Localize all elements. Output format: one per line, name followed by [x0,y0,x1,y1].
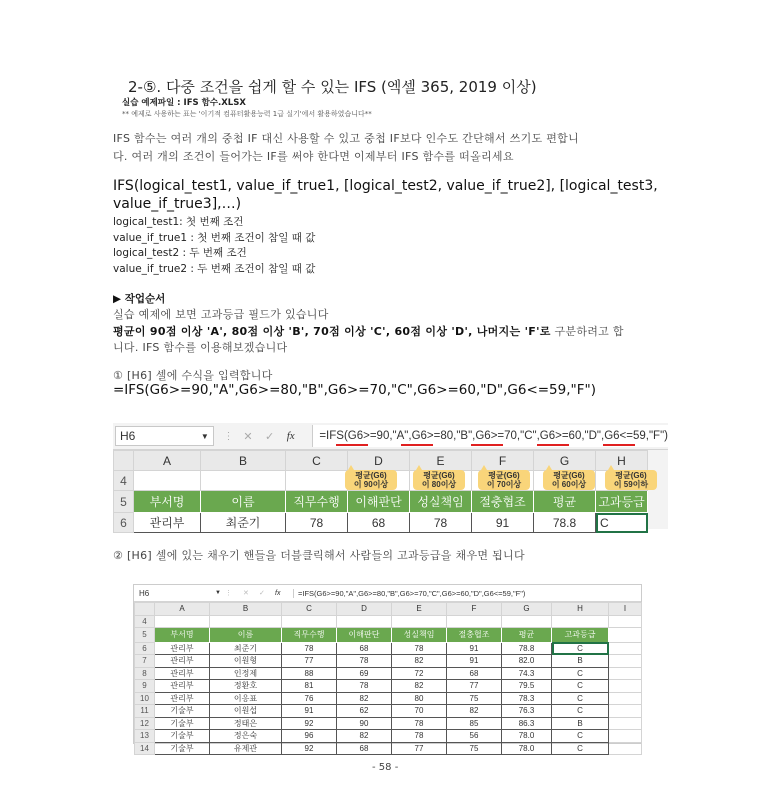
table-cell[interactable]: 최준기 [201,513,286,533]
name-box[interactable]: H6 [120,429,136,443]
table-cell[interactable]: 91 [447,655,502,668]
table-cell[interactable]: 78.0 [502,742,552,755]
table-cell[interactable]: 56 [447,730,502,743]
callout-label [413,470,465,490]
table-cell[interactable]: 인정제 [210,667,282,680]
table-cell[interactable]: 82.0 [502,655,552,668]
table-cell[interactable]: 78 [410,513,472,533]
column-header-b[interactable]: B [201,451,286,471]
table-cell[interactable]: 68 [337,742,392,755]
table-header-cell[interactable]: 이해판단 [337,628,392,643]
table-row [135,680,642,693]
column-header-c[interactable]: C [286,451,348,471]
param-desc: 두 번째 조건 [186,247,247,259]
step-2-text: ② [H6] 셀에 있는 채우기 핸들을 더블클릭해서 사람들의 고과등급을 채우면 됩니다 [113,549,525,562]
step-1-text: ① [H6] 셀에 수식을 입력합니다 [113,369,273,382]
column-header-d[interactable]: D [348,451,410,471]
steps-line-3: 니다. IFS 함수를 이용해보겠습니다 [113,341,288,354]
row-header[interactable]: 10 [135,692,155,705]
cell[interactable] [609,655,642,668]
param-desc: 첫 번째 조건 [182,216,244,228]
callout-line: 이 59이하 [613,480,649,489]
table-cell[interactable]: C [552,730,609,743]
column-header-g[interactable]: G [502,603,552,616]
table-cell[interactable]: 90 [337,717,392,730]
table-cell[interactable]: 78 [337,655,392,668]
table-cell[interactable]: 77 [282,655,337,668]
table-cell[interactable]: 최준기 [210,642,282,655]
column-header-f[interactable]: F [447,603,502,616]
table-header-cell[interactable]: 평균 [534,491,596,513]
table-cell[interactable]: 78 [392,730,447,743]
table-header-cell[interactable]: 직무수행 [282,628,337,643]
cell[interactable] [201,471,286,491]
example-file-label: 실습 예제파일 : IFS 함수.XLSX [122,98,246,108]
table-header-cell[interactable]: 이해판단 [348,491,410,513]
param-name: value_if_true1 : [113,231,194,244]
table-header-cell[interactable]: 부서명 [134,491,201,513]
row-header[interactable]: 9 [135,680,155,693]
table-header-cell[interactable]: 부서명 [155,628,210,643]
table-header-cell[interactable]: 성실책임 [410,491,472,513]
grade-rule-text: 평균이 90점 이상 'A', 80점 이상 'B', 70점 이상 'C', 60점 이상 'D', 나머지는 'F'로 [113,325,551,338]
table-row [135,692,642,705]
column-header-b[interactable]: B [210,603,282,616]
table-cell[interactable]: C [552,742,609,755]
excel-screenshot-1: H6 ▼ ⋮ ✕ ✓ fx =IFS(G6>=90,"A",G6>=80,"B",G6>=70,"C",G6>=60,"D",G6<=59,"F") A B C D E F G H 4 5 부서명 이름 직무수행 이해판단 성실책임 절충협조 평균 고과등급 6 관리부 최준기 78 68 78 91 78.8 C 평균(G6) 이 90이상 평균(G6) 이 80이상 평균(G6) 이 70이상 평균(G6) 이 60이상 평균(G6) 이 59이하 [113,423,668,529]
cell[interactable] [447,615,502,628]
table-cell[interactable]: 정태은 [210,717,282,730]
select-all-corner[interactable] [114,451,134,471]
table-cell[interactable]: 기술부 [155,705,210,718]
row-header[interactable]: 7 [135,655,155,668]
intro-line-2: 다. 여러 개의 조건이 들어가는 IF를 써야 한다면 이제부터 IFS 함수를 떠올리세요 [113,150,514,163]
table-cell[interactable]: 91 [472,513,534,533]
table-cell[interactable]: 82 [337,730,392,743]
cell[interactable] [337,615,392,628]
row-header-5[interactable]: 5 [135,628,155,643]
table-cell[interactable]: 68 [348,513,410,533]
table-cell[interactable]: 78 [392,717,447,730]
grade-rule-rest: 구분하려고 합 [550,325,624,338]
table-cell[interactable]: 78.3 [502,692,552,705]
table-cell[interactable]: 72 [392,667,447,680]
chevron-down-icon[interactable]: ▼ [200,431,209,441]
param-line [113,230,315,245]
table-cell[interactable]: 관리부 [155,667,210,680]
table-cell[interactable]: 78 [337,680,392,693]
table-cell[interactable]: 91 [282,705,337,718]
column-header-c[interactable]: C [282,603,337,616]
table-header-cell[interactable]: 성실책임 [392,628,447,643]
table-cell[interactable]: 82 [392,680,447,693]
fx-icon[interactable]: fx [275,589,281,597]
table-cell[interactable]: 정은숙 [210,730,282,743]
row-header[interactable]: 11 [135,705,155,718]
column-header-i[interactable]: I [609,603,642,616]
table-cell[interactable]: 69 [337,667,392,680]
cell[interactable] [502,615,552,628]
cell[interactable] [286,471,348,491]
table-header-cell[interactable]: 고과등급 [596,491,648,513]
table-cell[interactable]: C [552,680,609,693]
table-cell[interactable]: 기술부 [155,730,210,743]
section-title: 2-⑤. 다중 조건을 쉽게 할 수 있는 IFS (엑셀 365, 2019 이상) [128,78,537,96]
table-cell[interactable]: 82 [392,655,447,668]
column-header-g[interactable]: G [534,451,596,471]
callout-line: 평균(G6) [355,471,387,480]
param-line [113,245,247,260]
row-header[interactable]: 14 [135,742,155,755]
cell[interactable] [210,615,282,628]
table-cell[interactable]: 62 [337,705,392,718]
table-cell[interactable]: 74.3 [502,667,552,680]
table-cell[interactable]: 78 [282,642,337,655]
table-cell[interactable]: 92 [282,742,337,755]
table-cell[interactable]: C [596,513,648,533]
table-cell[interactable]: 유제관 [210,742,282,755]
column-header-e[interactable]: E [392,603,447,616]
table-header-cell[interactable]: 절충협조 [447,628,502,643]
table-row [135,642,642,655]
ifs-formula: =IFS(G6>=90,"A",G6>=80,"B",G6>=70,"C",G6>=60,"D",G6<=59,"F") [113,382,596,398]
cell[interactable] [609,628,642,643]
chevron-down-icon[interactable]: ▼ [215,590,221,596]
table-cell[interactable]: 86.3 [502,717,552,730]
column-header-h[interactable]: H [552,603,609,616]
callout-line: 이 60이상 [551,480,587,489]
table-row [135,717,642,730]
table-cell[interactable]: 이원섭 [210,705,282,718]
table-cell[interactable]: 78.8 [502,642,552,655]
cancel-icon[interactable]: ✕ [243,590,249,597]
callout-label [543,470,595,490]
callout-label [605,470,657,490]
table-header-cell[interactable]: 이름 [210,628,282,643]
callout-label [345,470,397,490]
column-header-h[interactable]: H [596,451,648,471]
cancel-icon[interactable]: ✕ [243,430,253,443]
table-cell[interactable]: 이응표 [210,692,282,705]
table-cell[interactable]: 75 [447,692,502,705]
table-cell[interactable]: 82 [447,705,502,718]
table-cell[interactable]: 91 [447,642,502,655]
callout-line: 이 80이상 [421,480,457,489]
callout-line: 이 70이상 [486,480,522,489]
table-cell[interactable]: 88 [282,667,337,680]
table-cell[interactable]: C [552,642,609,655]
table-cell[interactable]: 관리부 [155,655,210,668]
excel-screenshot-2: H6 ▼ ⋮ ✕ ✓ fx =IFS(G6>=90,"A",G6>=80,"B",G6>=70,"C",G6>=60,"D",G6<=59,"F") A B C D E F G H I 4 5 부서명 이름 직무수행 이해판단 성실책임 절충협조 평균 고과등급 6 관리부 최준기 78 68 78 91 78.8 C 7 관리부 이원형 77 78 82 91 82.0 B 8 관리부 인정제 88 69 72 68 74.3 C 9 관리부 정환호 81 78 82 77 79.5 C 10 관리부 이응표 76 82 80 75 78.3 C 11 기술부 이원섭 91 62 70 82 76.3 C 12 기술부 정태은 92 90 78 85 86.3 B 13 기술부 정은숙 96 82 78 56 78.0 C 14 기술부 유제관 92 68 77 75 78.0 C [133,584,642,744]
cell[interactable] [609,615,642,628]
cell[interactable] [609,667,642,680]
table-cell[interactable]: 78.8 [534,513,596,533]
cell[interactable] [609,642,642,655]
table-cell[interactable]: 기술부 [155,742,210,755]
source-note: ** 예제로 사용하는 표는 '이기적 컴퓨터활용능력 1급 실기'에서 활용하였습니다** [122,110,372,118]
select-all-corner[interactable] [135,603,155,616]
param-name: logical_test2 : [113,247,187,259]
row-header[interactable]: 13 [135,730,155,743]
callout-line: 평균(G6) [615,471,647,480]
param-name: value_if_true2 : [113,262,194,275]
cell[interactable] [609,730,642,743]
column-header-e[interactable]: E [410,451,472,471]
table-cell[interactable]: 85 [447,717,502,730]
table-cell[interactable]: 68 [447,667,502,680]
table-cell[interactable]: 78 [286,513,348,533]
table-row [135,730,642,743]
table-row [114,513,648,533]
cell[interactable] [155,615,210,628]
cell[interactable] [392,615,447,628]
table-cell[interactable]: 82 [337,692,392,705]
table-header-cell[interactable]: 평균 [502,628,552,643]
table-cell[interactable]: 관리부 [134,513,201,533]
syntax-line-1: IFS(logical_test1, value_if_true1, [logical_test2, value_if_true2], [logical_test3, [113,178,658,194]
column-header-f[interactable]: F [472,451,534,471]
table-cell[interactable]: 관리부 [155,642,210,655]
callout-line: 평균(G6) [423,471,455,480]
table-cell[interactable]: C [552,705,609,718]
enter-icon[interactable]: ✓ [259,590,265,597]
table-header-cell[interactable]: 절충협조 [472,491,534,513]
table-cell[interactable]: 75 [447,742,502,755]
callout-line: 평균(G6) [488,471,520,480]
row-header[interactable]: 12 [135,717,155,730]
callout-label [478,470,530,490]
row-header[interactable]: 6 [114,513,134,533]
table-cell[interactable]: 79.5 [502,680,552,693]
row-header-4[interactable]: 4 [135,615,155,628]
table-row [135,667,642,680]
table-cell[interactable]: 80 [392,692,447,705]
page-number: - 58 - [372,762,399,773]
param-desc: 두 번째 조건이 참일 때 값 [193,262,316,275]
table-row [135,655,642,668]
table-header-cell[interactable]: 직무수행 [286,491,348,513]
intro-line-1: IFS 함수는 여러 개의 중첩 IF 대신 사용할 수 있고 중첩 IF보다 인수도 간단해서 쓰기도 편합니 [113,132,580,145]
table-cell[interactable]: 기술부 [155,717,210,730]
cell[interactable] [609,717,642,730]
table-header-cell[interactable]: 이름 [201,491,286,513]
cell[interactable] [282,615,337,628]
table-cell[interactable]: 관리부 [155,680,210,693]
table-cell[interactable]: B [552,655,609,668]
callout-line: 평균(G6) [553,471,585,480]
table-cell[interactable]: 76 [282,692,337,705]
table-cell[interactable]: 78.0 [502,730,552,743]
param-desc: 첫 번째 조건이 참일 때 값 [193,231,316,244]
callout-line: 이 90이상 [353,480,389,489]
steps-heading: ▶ 작업순서 [113,293,166,305]
row-header-5[interactable]: 5 [114,491,134,513]
steps-line-1: 실습 예제에 보면 고과등급 필드가 있습니다 [113,308,329,321]
table-cell[interactable]: 81 [282,680,337,693]
table-cell[interactable]: 77 [392,742,447,755]
column-header-a[interactable]: A [134,451,201,471]
syntax-line-2: value_if_true3],…) [113,196,242,212]
column-header-a[interactable]: A [155,603,210,616]
table-row [135,742,642,755]
table-header-cell[interactable]: 고과등급 [552,628,609,643]
row-header-4[interactable]: 4 [114,471,134,491]
formula-bar[interactable]: =IFS(G6>=90,"A",G6>=80,"B",G6>=70,"C",G6>=60,"D",G6<=59,"F") [312,425,668,447]
table-cell[interactable]: 77 [447,680,502,693]
cell[interactable] [552,615,609,628]
row-header[interactable]: 8 [135,667,155,680]
enter-icon[interactable]: ✓ [265,430,275,443]
table-cell[interactable]: 76.3 [502,705,552,718]
param-name: logical_test1: [113,216,183,228]
table-row [135,705,642,718]
table-cell[interactable]: 이원형 [210,655,282,668]
param-line [113,214,243,229]
cell[interactable] [609,680,642,693]
cell[interactable] [609,705,642,718]
table-cell[interactable]: 96 [282,730,337,743]
formula-bar[interactable]: =IFS(G6>=90,"A",G6>=80,"B",G6>=70,"C",G6>=60,"D",G6<=59,"F") [293,589,641,598]
row-header[interactable]: 6 [135,642,155,655]
table-cell[interactable]: 관리부 [155,692,210,705]
fx-icon[interactable]: fx [286,430,295,442]
cell[interactable] [609,692,642,705]
param-line [113,261,315,276]
table-cell[interactable]: B [552,717,609,730]
table-cell[interactable]: C [552,667,609,680]
table-cell[interactable]: 70 [392,705,447,718]
table-cell[interactable]: C [552,692,609,705]
cell[interactable] [609,742,642,755]
table-cell[interactable]: 68 [337,642,392,655]
table-cell[interactable]: 정환호 [210,680,282,693]
cell[interactable] [134,471,201,491]
column-header-d[interactable]: D [337,603,392,616]
table-cell[interactable]: 92 [282,717,337,730]
table-cell[interactable]: 78 [392,642,447,655]
name-box[interactable]: H6 [139,588,150,598]
